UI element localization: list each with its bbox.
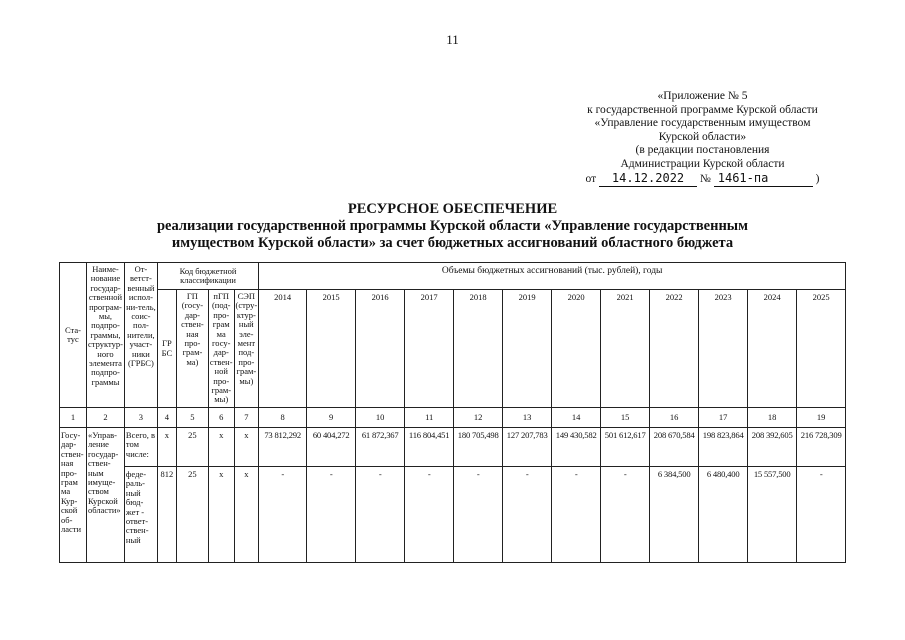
column-number: 2 [87, 408, 125, 428]
column-number: 5 [176, 408, 208, 428]
grbs-cell: x [157, 428, 176, 467]
column-number: 15 [601, 408, 650, 428]
appendix-line: «Приложение № 5 [657, 90, 748, 102]
col-sep-header: СЭП (стру-ктур-ный эле-мент под-про-грам-мы) [234, 290, 259, 408]
column-number: 13 [503, 408, 552, 428]
executor-cell: Всего, в том числе: [124, 428, 157, 467]
page-number: 11 [446, 32, 459, 47]
column-number: 18 [748, 408, 797, 428]
appendix-block [560, 90, 845, 187]
column-number: 6 [208, 408, 234, 428]
resolution-number: 1461-па [714, 172, 813, 187]
column-numbers-row [60, 408, 846, 428]
year-header: 2014 [259, 290, 307, 408]
col-gp-header: ГП (госу-дар-ствен-ная про-грам-ма) [176, 290, 208, 408]
gp-cell: 25 [176, 428, 208, 467]
value-cell: - [259, 467, 307, 563]
value-cell: - [307, 467, 356, 563]
budget-table [59, 262, 846, 563]
appendix-line: Курской области» [658, 130, 747, 143]
value-cell: - [797, 467, 846, 563]
title-line-2: реализации государственной программы Курской области «Управление государственным [156, 218, 748, 234]
value-cell: 116 804,451 [405, 428, 454, 467]
code-group-header: Код бюджетной классификации [157, 263, 258, 290]
value-cell: 61 872,367 [356, 428, 405, 467]
document-title [60, 201, 845, 252]
column-number: 10 [356, 408, 405, 428]
title-line-1: РЕСУРСНОЕ ОБЕСПЕЧЕНИЕ [347, 201, 558, 217]
value-cell: 216 728,309 [797, 428, 846, 467]
resolution-date: 14.12.2022 [599, 172, 697, 187]
year-header: 2024 [748, 290, 797, 408]
value-cell: 180 705,498 [454, 428, 503, 467]
grbs-cell: 812 [157, 467, 176, 563]
appendix-line: «Управление государственным имуществом [594, 117, 811, 129]
value-cell: 501 612,617 [601, 428, 650, 467]
status-cell: Госу-дар-ствен-ная про-грам ма Кур-ской об-ласти [60, 428, 87, 563]
column-number: 12 [454, 408, 503, 428]
column-number: 4 [157, 408, 176, 428]
header-row-sub [60, 290, 846, 408]
value-cell: 127 207,783 [503, 428, 552, 467]
number-label: № [699, 173, 711, 185]
appendix-line: Администрации Курской области [620, 157, 785, 170]
value-cell: 15 557,500 [748, 467, 797, 563]
column-number: 19 [797, 408, 846, 428]
resolution-dateline [560, 172, 845, 187]
year-header: 2022 [650, 290, 699, 408]
pgp-cell: x [208, 428, 234, 467]
year-header: 2015 [307, 290, 356, 408]
value-cell: - [405, 467, 454, 563]
value-cell: 6 480,400 [699, 467, 748, 563]
close-paren: ) [815, 173, 820, 185]
column-number: 14 [552, 408, 601, 428]
value-cell: - [454, 467, 503, 563]
value-cell: 149 430,582 [552, 428, 601, 467]
gp-cell: 25 [176, 467, 208, 563]
value-cell: 60 404,272 [307, 428, 356, 467]
value-cell: 208 670,584 [650, 428, 699, 467]
column-number: 11 [405, 408, 454, 428]
year-header: 2023 [699, 290, 748, 408]
program-name-cell: «Управ-ление государ-ствен-ным имуще-ством Курской области» [87, 428, 125, 563]
value-cell: 6 384,500 [650, 467, 699, 563]
year-header: 2025 [797, 290, 846, 408]
column-number: 9 [307, 408, 356, 428]
column-number: 1 [60, 408, 87, 428]
volumes-group-header: Объемы бюджетных ассигнований (тыс. рублей), годы [259, 263, 846, 290]
col-pgp-header: пГП (под-про-грам ма госу-дар-ствен-ной про-грам-мы) [208, 290, 234, 408]
column-number: 3 [124, 408, 157, 428]
col-grbs-header: ГР БС [157, 290, 176, 408]
year-header: 2020 [552, 290, 601, 408]
value-cell: 208 392,605 [748, 428, 797, 467]
column-number: 8 [259, 408, 307, 428]
col-status-header: Ста-тус [60, 263, 87, 408]
table-row [60, 428, 846, 467]
appendix-line: к государственной программе Курской области [587, 103, 818, 116]
value-cell: - [503, 467, 552, 563]
value-cell: - [552, 467, 601, 563]
column-number: 17 [699, 408, 748, 428]
year-header: 2017 [405, 290, 454, 408]
value-cell: 73 812,292 [259, 428, 307, 467]
year-header: 2018 [454, 290, 503, 408]
title-line-3: имуществом Курской области» за счет бюджетных ассигнований областного бюджета [171, 235, 734, 251]
column-number: 7 [234, 408, 259, 428]
value-cell: - [601, 467, 650, 563]
appendix-line: (в редакции постановления [635, 144, 770, 156]
executor-cell: феде-раль-ный бюд-жет - ответ-ствен-ный [124, 467, 157, 563]
column-number: 16 [650, 408, 699, 428]
value-cell: 198 823,864 [699, 428, 748, 467]
year-header: 2021 [601, 290, 650, 408]
pgp-cell: x [208, 467, 234, 563]
sep-cell: x [234, 467, 259, 563]
header-row-top [60, 263, 846, 290]
sep-cell: x [234, 428, 259, 467]
value-cell: - [356, 467, 405, 563]
year-header: 2019 [503, 290, 552, 408]
from-label: от [585, 173, 597, 185]
col-executor-header: От-ветст-венный испол-ни-тель, соис-пол-нители, участ-ники (ГРБС) [124, 263, 157, 408]
col-name-header: Наиме-нование государ-ственной програм-мы, подпро-граммы, структур-ного элемента подпро-граммы [87, 263, 125, 408]
table-row [60, 467, 846, 563]
year-header: 2016 [356, 290, 405, 408]
